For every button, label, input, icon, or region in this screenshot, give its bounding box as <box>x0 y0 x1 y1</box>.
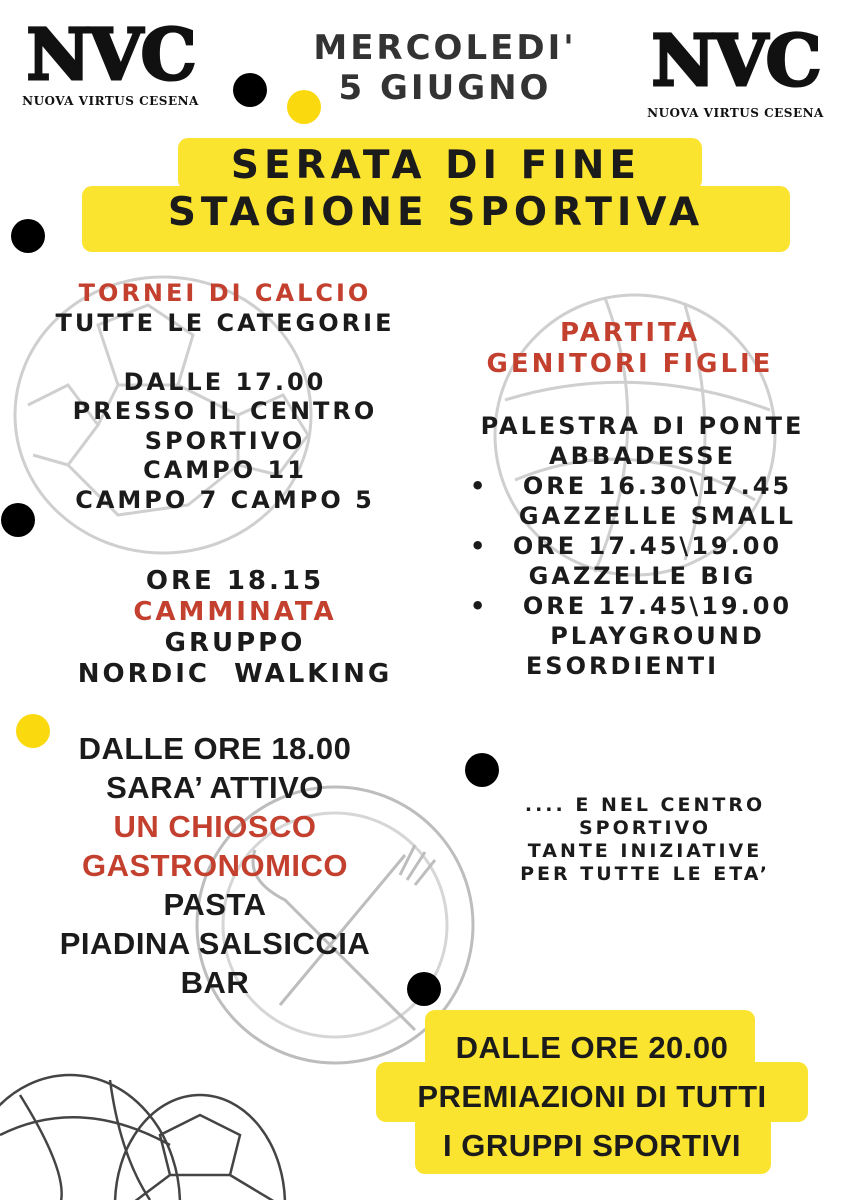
basketball-icon <box>0 1055 300 1200</box>
premiazioni-line: I GRUPPI SPORTIVI <box>443 1128 741 1163</box>
decor-dot <box>465 753 499 787</box>
chiosco-line: SARA’ ATTIVO <box>106 770 324 805</box>
partita-details <box>460 411 825 681</box>
logo-caption: NUOVA VIRTUS CESENA <box>22 94 199 108</box>
camminata-heading: CAMMINATA <box>133 597 337 627</box>
decor-dot <box>233 73 267 107</box>
chiosco-section <box>30 729 400 1002</box>
schedule-item <box>460 591 825 681</box>
chiosco-item: PIADINA SALSICCIA <box>59 926 371 961</box>
tornei-line: PRESSO IL CENTRO <box>72 397 378 425</box>
logo-right <box>638 19 833 120</box>
schedule-time: ORE 16.30\17.45 <box>522 472 793 500</box>
partita-place: ABBADESSE <box>549 442 736 470</box>
schedule-time: ORE 17.45\19.00 <box>522 592 793 620</box>
chiosco-line: DALLE ORE 18.00 <box>78 731 352 766</box>
chiosco-red-line: GASTRONOMICO <box>81 848 349 883</box>
camminata-line: NORDIC WALKING <box>77 659 393 689</box>
centro-line: PER TUTTE LE ETA’ <box>520 863 770 885</box>
camminata-time: ORE 18.15 <box>145 566 325 596</box>
bullet: • <box>470 592 489 620</box>
schedule-time: ORE 17.45\19.00 <box>512 532 783 560</box>
centro-line: .... E NEL CENTRO <box>524 794 766 816</box>
logo-text: NVC <box>651 19 820 102</box>
bullet: • <box>470 532 489 560</box>
tornei-line <box>30 338 420 368</box>
tornei-heading: TORNEI DI CALCIO <box>78 279 372 307</box>
schedule-item <box>460 471 825 531</box>
chiosco-item: PASTA <box>163 887 267 922</box>
schedule-group: GAZZELLE SMALL <box>518 502 797 530</box>
centro-line: TANTE INIZIATIVE <box>527 840 763 862</box>
decor-dot <box>407 972 441 1006</box>
premiazioni-line: DALLE ORE 20.00 <box>455 1030 729 1065</box>
camminata-section <box>25 566 445 690</box>
chiosco-item: BAR <box>180 965 250 1000</box>
schedule-group: ESORDIENTI <box>525 652 720 680</box>
tornei-section <box>30 279 420 515</box>
camminata-line: GRUPPO <box>164 628 306 658</box>
title-line1: SERATA DI FINE <box>230 143 642 188</box>
tornei-line: CAMPO 11 <box>143 456 307 484</box>
premiazioni-section <box>376 1023 808 1170</box>
date-month: 5 GIUGNO <box>338 68 552 108</box>
schedule-group: GAZZELLE BIG <box>528 562 757 590</box>
partita-heading-line1: PARTITA <box>560 318 700 348</box>
decor-dot <box>11 219 45 253</box>
bullet: • <box>470 472 489 500</box>
tornei-line: TUTTE LE CATEGORIE <box>55 308 395 337</box>
tornei-line: CAMPO 7 CAMPO 5 <box>75 485 375 514</box>
tornei-line: DALLE 17.00 <box>123 367 327 396</box>
tornei-line: SPORTIVO <box>144 426 306 455</box>
date-day: MERCOLEDI' <box>313 28 577 68</box>
partita-place: PALESTRA DI PONTE <box>480 412 805 440</box>
logo-left <box>18 13 203 108</box>
partita-heading <box>470 318 790 380</box>
centro-section <box>490 794 800 886</box>
schedule-item <box>460 531 825 591</box>
logo-text: NVC <box>26 13 195 96</box>
partita-heading-line2: GENITORI FIGLIE <box>486 349 774 379</box>
title-line2: STAGIONE SPORTIVA <box>167 190 705 235</box>
page-title <box>82 142 790 236</box>
event-date <box>270 28 620 108</box>
schedule-group: PLAYGROUND <box>550 622 765 650</box>
logo-caption: NUOVA VIRTUS CESENA <box>647 106 824 120</box>
centro-line: SPORTIVO <box>578 817 712 839</box>
chiosco-red-line: UN CHIOSCO <box>113 809 317 844</box>
partita-schedule <box>460 471 825 681</box>
premiazioni-line: PREMIAZIONI DI TUTTI <box>417 1079 767 1114</box>
decor-dot <box>287 90 321 124</box>
